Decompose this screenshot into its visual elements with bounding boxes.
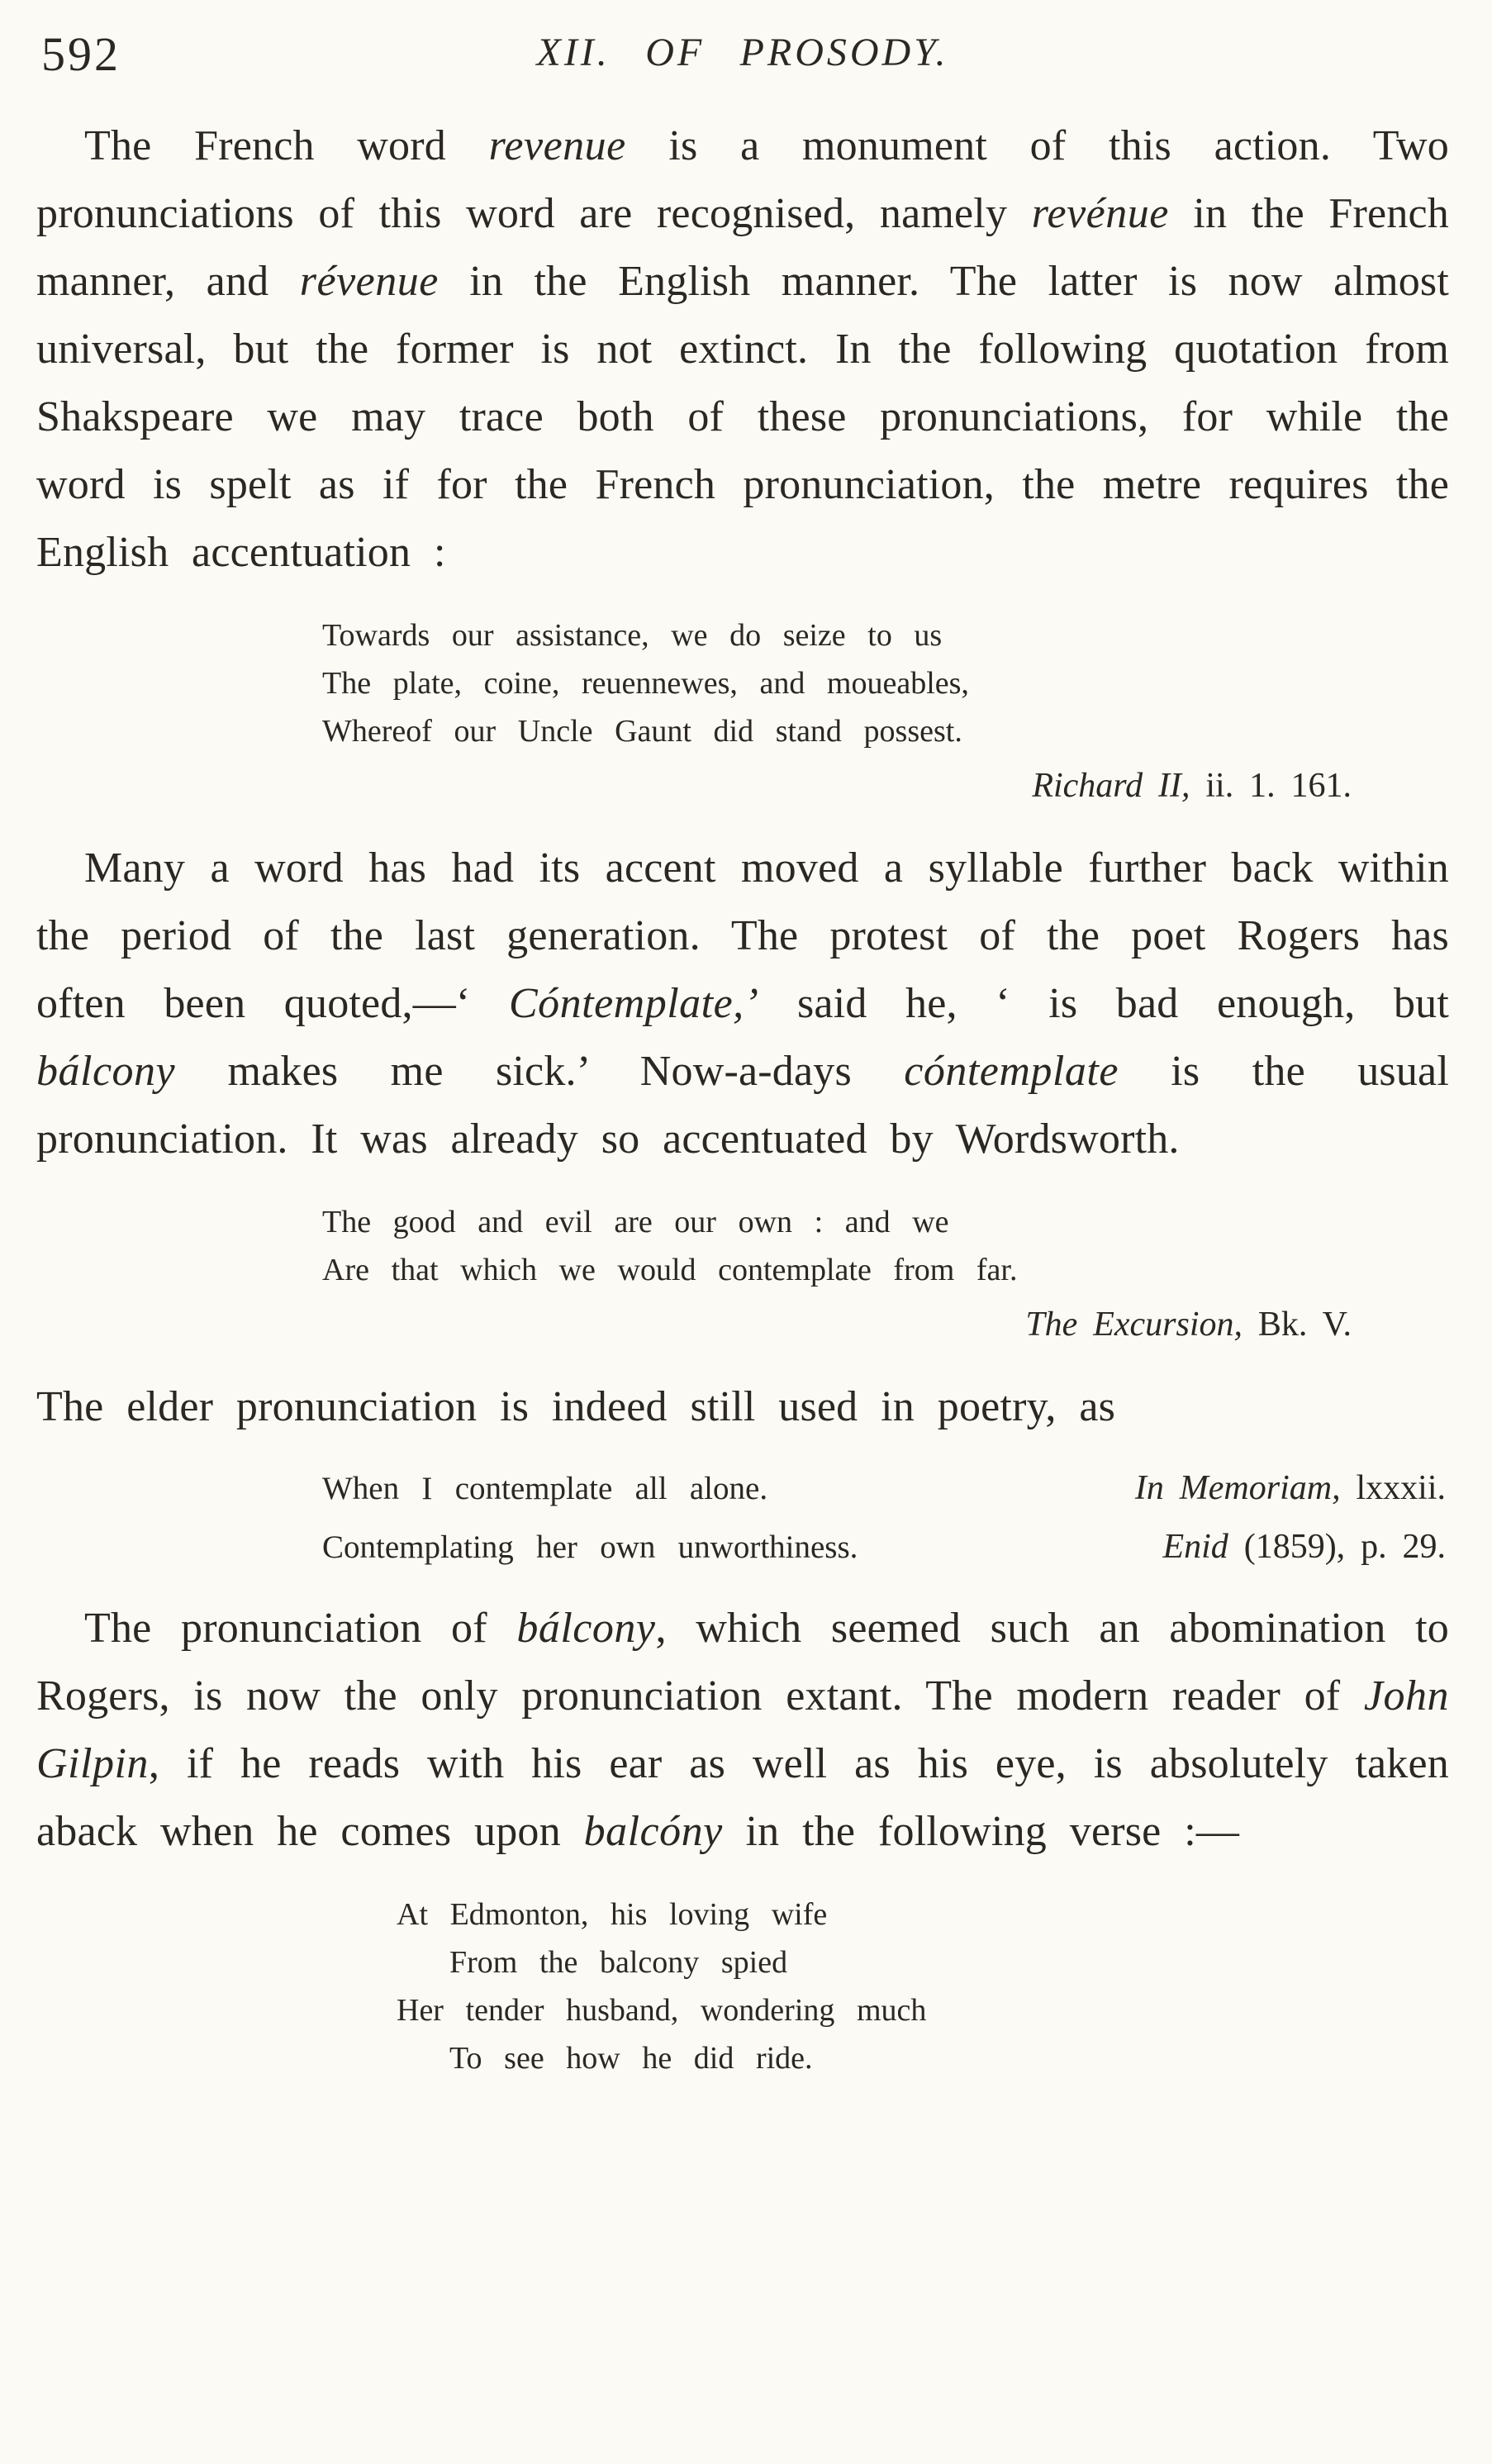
text-run: Contemplating her own unworthiness. xyxy=(322,1529,858,1565)
verse-source xyxy=(1162,1518,1446,1576)
italic-text-run: cóntemplate xyxy=(904,1048,1119,1095)
text-run: said he, ‘ is bad enough, but xyxy=(758,980,1450,1027)
verse-source xyxy=(1135,1459,1446,1517)
text-run: , which seemed such an abomination to Rogers, is now the only pronunciation extant. The modern reader of xyxy=(36,1605,1450,1720)
verse-line xyxy=(397,1891,1449,1938)
italic-text-run: The Excursion, xyxy=(1025,1306,1243,1344)
italic-text-run: revénue xyxy=(1031,190,1169,237)
paragraph xyxy=(36,835,1449,1173)
text-run: Many a word has had its accent moved a syllable further back within the period of the last generation. The protest of the poet Rogers has often been quoted,—‘ xyxy=(36,844,1449,1027)
page-number: 592 xyxy=(41,27,121,81)
verse-lines xyxy=(322,1198,1449,1294)
verse-block xyxy=(36,1198,1449,1349)
text-run: To see how he did ride. xyxy=(449,2041,813,2076)
text-run: in the English manner. The latter is now almost universal, but the former is not extinct. In the following quotation from Shakspeare we may trace both of these pronunciations, for while the word is spelt as if for the French pronunciation, the metre requires the English accentuation : xyxy=(36,258,1449,576)
verse-block xyxy=(36,1459,1449,1577)
text-run: Whereof our Uncle Gaunt did stand possest. xyxy=(322,714,962,749)
italic-text-run: révenue xyxy=(299,258,439,305)
text-run: (1859), p. 29. xyxy=(1228,1528,1446,1566)
verse-line xyxy=(397,1938,1449,1986)
text-run: Are that which we would contemplate from far. xyxy=(322,1253,1018,1287)
text-run: in the following verse :— xyxy=(722,1808,1240,1855)
paragraph xyxy=(36,112,1449,587)
verse-lines xyxy=(322,1459,1446,1577)
text-run: Her tender husband, wondering much xyxy=(397,1993,927,2028)
paragraph xyxy=(36,1595,1449,1866)
verse-line xyxy=(322,1459,1446,1518)
verse-line xyxy=(322,1198,1449,1246)
verse-line xyxy=(397,1986,1449,2034)
italic-text-run: Richard II, xyxy=(1032,767,1190,805)
verse-line-text xyxy=(322,1460,767,1518)
verse-line xyxy=(397,2034,1449,2082)
text-run: is the usual pronunciation. It was already so accentuated by Wordsworth. xyxy=(36,1048,1449,1163)
italic-text-run: Cóntemplate,’ xyxy=(508,980,759,1027)
text-run: The French word xyxy=(84,122,489,169)
text-run: ii. 1. 161. xyxy=(1190,767,1352,805)
text-run: The elder pronunciation is indeed still used in poetry, as xyxy=(36,1383,1116,1430)
italic-text-run: John Gilpin xyxy=(36,1672,1449,1787)
paragraph xyxy=(36,1373,1449,1441)
text-run: When I contemplate all alone. xyxy=(322,1471,768,1506)
text-run: At Edmonton, his loving wife xyxy=(397,1897,828,1932)
page-header xyxy=(36,21,1449,84)
italic-text-run: bálcony xyxy=(36,1048,176,1095)
italic-text-run: balcóny xyxy=(583,1808,723,1855)
verse-block xyxy=(36,1891,1449,2082)
italic-text-run: revenue xyxy=(488,122,626,169)
verse-line xyxy=(322,707,1449,755)
verse-line-text xyxy=(322,1519,858,1577)
verse-lines xyxy=(397,1891,1449,2082)
verse-block xyxy=(36,611,1449,810)
verse-attribution xyxy=(36,1301,1352,1349)
verse-line xyxy=(322,1518,1446,1577)
text-run: , if he reads with his ear as well as his eye, is absolutely taken aback when he comes upon xyxy=(36,1740,1449,1855)
verse-line xyxy=(322,659,1449,707)
verse-line xyxy=(322,1246,1449,1294)
text-run: From the balcony spied xyxy=(449,1945,788,1980)
text-run: Towards our assistance, we do seize to us xyxy=(322,618,943,653)
verse-lines xyxy=(322,611,1449,755)
italic-text-run: Enid xyxy=(1162,1528,1228,1566)
text-run: The pronunciation of xyxy=(84,1605,517,1652)
text-run: is a monument of this action. Two pronunciations of this word are recognised, namely xyxy=(36,122,1449,237)
page-body xyxy=(36,112,1449,2082)
italic-text-run: bálcony xyxy=(516,1605,656,1652)
text-run: Bk. V. xyxy=(1243,1306,1352,1344)
text-run: in the French manner, and xyxy=(36,190,1449,305)
text-run: The plate, coine, reuennewes, and moueables, xyxy=(322,666,969,701)
text-run: makes me sick.’ Now-a-days xyxy=(175,1048,905,1095)
verse-attribution xyxy=(36,762,1352,810)
text-run: lxxxii. xyxy=(1340,1469,1446,1507)
verse-line xyxy=(322,611,1449,659)
running-title: XII. OF PROSODY. xyxy=(536,31,949,74)
text-run: The good and evil are our own : and we xyxy=(322,1205,949,1239)
italic-text-run: In Memoriam, xyxy=(1134,1469,1341,1507)
